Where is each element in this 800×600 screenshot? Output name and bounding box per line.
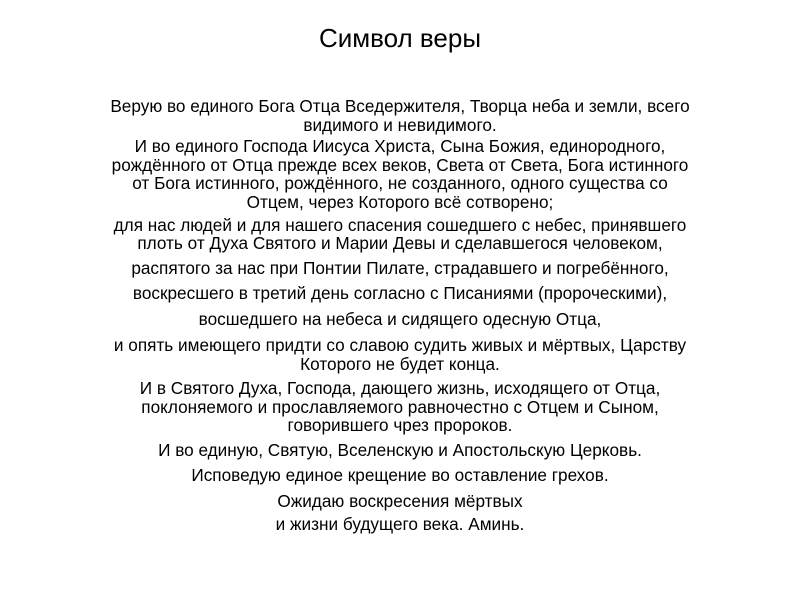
creed-paragraph: Исповедую единое крещение во оставление грехов. bbox=[191, 465, 609, 486]
creed-paragraph: И в Святого Духа, Господа, дающего жизнь, исходящего от Отца, поклоняемого и прославляемого равночестно с Отцем и Сыном, говорившего чрез пророков. bbox=[139, 378, 661, 436]
creed-paragraph: распятого за нас при Понтии Пилате, страдавшего и погребённого, bbox=[131, 257, 669, 278]
creed-paragraph: для нас людей и для нашего спасения сошедшего с небес, принявшего плоть от Духа Святого и Марии Девы и сделавшегося человеком, bbox=[113, 214, 687, 254]
creed-paragraph: и опять имеющего придти со славою судить живых и мёртвых, Царству Которого не будет конца. bbox=[113, 335, 687, 374]
creed-paragraph: И во единую, Святую, Вселенскую и Апостольскую Церковь. bbox=[158, 439, 642, 460]
creed-paragraph: И во единого Господа Иисуса Христа, Сына Божия, единородного, рождённого от Отца прежде всех веков, Света от Света, Бога истинного от Бога истинного, рождённого, не созданного, одного существа со Отцем, через Которого всё сотворено; bbox=[111, 136, 689, 212]
creed-paragraph: воскресшего в третий день согласно с Писаниями (пророческими), bbox=[132, 283, 668, 304]
creed-text bbox=[40, 97, 760, 536]
creed-paragraph: и жизни будущего века. Аминь. bbox=[275, 514, 525, 535]
creed-paragraph: Верую во единого Бога Отца Вседержителя, Творца неба и земли, всего видимого и невидимого. bbox=[110, 96, 690, 135]
creed-paragraph: восшедшего на небеса и сидящего одесную Отца, bbox=[198, 308, 602, 329]
creed-paragraph: Ожидаю воскресения мёртвых bbox=[277, 490, 523, 511]
slide-title: Символ веры bbox=[318, 23, 482, 53]
